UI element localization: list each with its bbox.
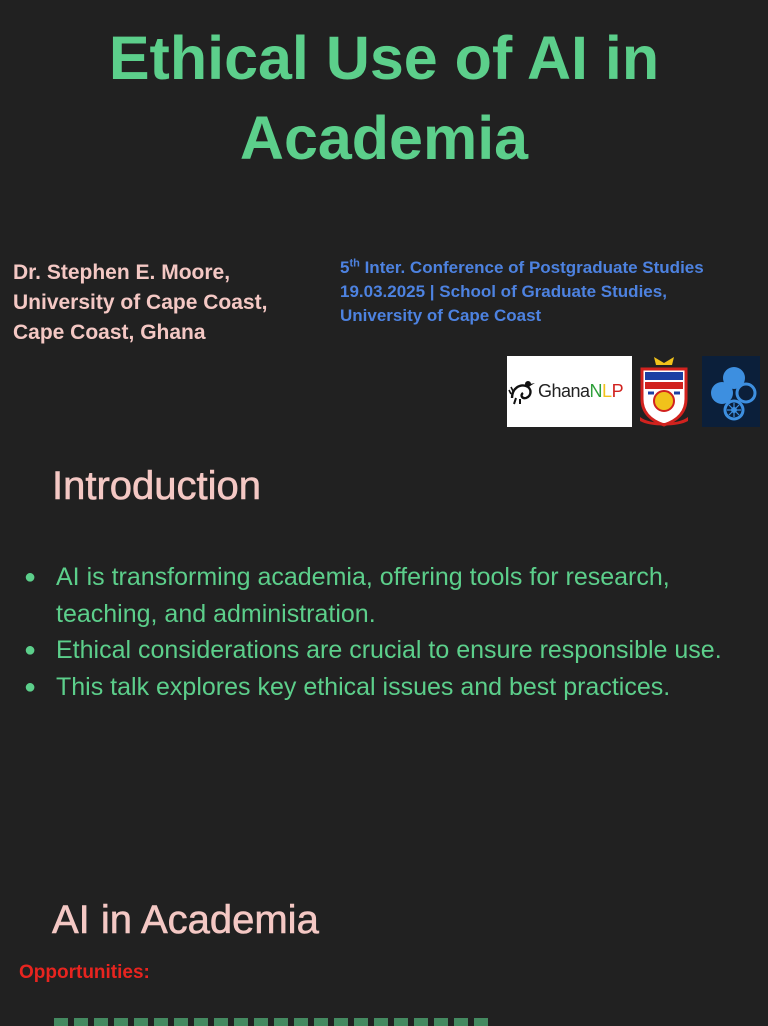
list-item: ● Ethical considerations are crucial to ensure responsible use. <box>22 632 742 669</box>
cropped-text-line <box>54 1018 494 1026</box>
ai-in-academia-heading: AI in Academia <box>52 898 319 942</box>
conference-name: 5th Inter. Conference of Postgraduate Studies <box>340 257 704 277</box>
ghananlp-logo <box>507 356 632 427</box>
conference-date: 19.03.2025 | School of Graduate Studies, <box>340 282 667 301</box>
author-location: Cape Coast, Ghana <box>13 321 206 344</box>
bullet-icon: ● <box>24 675 37 698</box>
bullet-icon: ● <box>24 639 37 661</box>
introduction-bullets <box>22 559 742 705</box>
circles-logo-icon <box>702 356 760 427</box>
sankofa-bird-icon <box>508 378 536 406</box>
ghananlp-wordmark: GhanaNLP <box>538 381 624 401</box>
introduction-heading: Introduction <box>52 464 262 508</box>
list-item: ● This talk explores key ethical issues and best practices. <box>22 669 742 706</box>
author-info <box>13 258 267 348</box>
author-name: Dr. Stephen E. Moore, <box>13 261 231 284</box>
bullet-icon: ● <box>24 566 37 588</box>
conference-info <box>340 256 704 328</box>
opportunities-subheading: Opportunities: <box>19 962 150 983</box>
university-crest-icon <box>636 355 692 427</box>
list-item: ● AI is transforming academia, offering tools for research, teaching, and administration. <box>22 559 742 632</box>
slide-title: Ethical Use of AI in Academia <box>108 24 660 172</box>
conference-host: University of Cape Coast <box>340 306 542 325</box>
partner-logo <box>702 356 760 427</box>
author-university: University of Cape Coast, <box>13 291 268 314</box>
